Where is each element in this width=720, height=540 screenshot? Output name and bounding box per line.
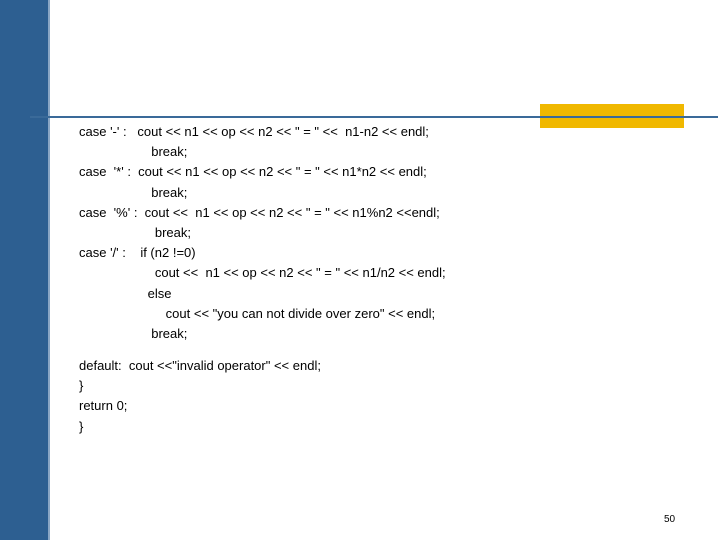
code-line: cout << "you can not divide over zero" << endl;: [79, 305, 436, 321]
code-line: }: [79, 378, 84, 394]
code-listing: [79, 122, 679, 437]
code-line: }: [79, 418, 84, 434]
code-line: break;: [79, 224, 191, 240]
code-line: else: [79, 285, 172, 301]
code-line: cout << n1 << op << n2 << " = " << n1/n2 << endl;: [79, 265, 446, 281]
code-line: default: cout <<"invalid operator" << endl;: [79, 358, 321, 374]
code-line: break;: [79, 184, 188, 200]
title-rule: [30, 116, 718, 118]
code-line: return 0;: [79, 398, 128, 414]
code-line: case '/' : if (n2 !=0): [79, 245, 196, 261]
code-gap: [79, 344, 679, 356]
code-line: break;: [79, 144, 188, 160]
code-line: case '*' : cout << n1 << op << n2 << " = " << n1*n2 << endl;: [79, 164, 427, 180]
code-line: case '-' : cout << n1 << op << n2 << " = " << n1-n2 << endl;: [79, 124, 429, 139]
page-number: 50: [664, 514, 676, 525]
code-line: break;: [79, 325, 188, 341]
side-bar-shadow: [48, 0, 50, 540]
side-bar: [0, 0, 48, 540]
code-line: case '%' : cout << n1 << op << n2 << " = " << n1%n2 <<endl;: [79, 204, 440, 220]
